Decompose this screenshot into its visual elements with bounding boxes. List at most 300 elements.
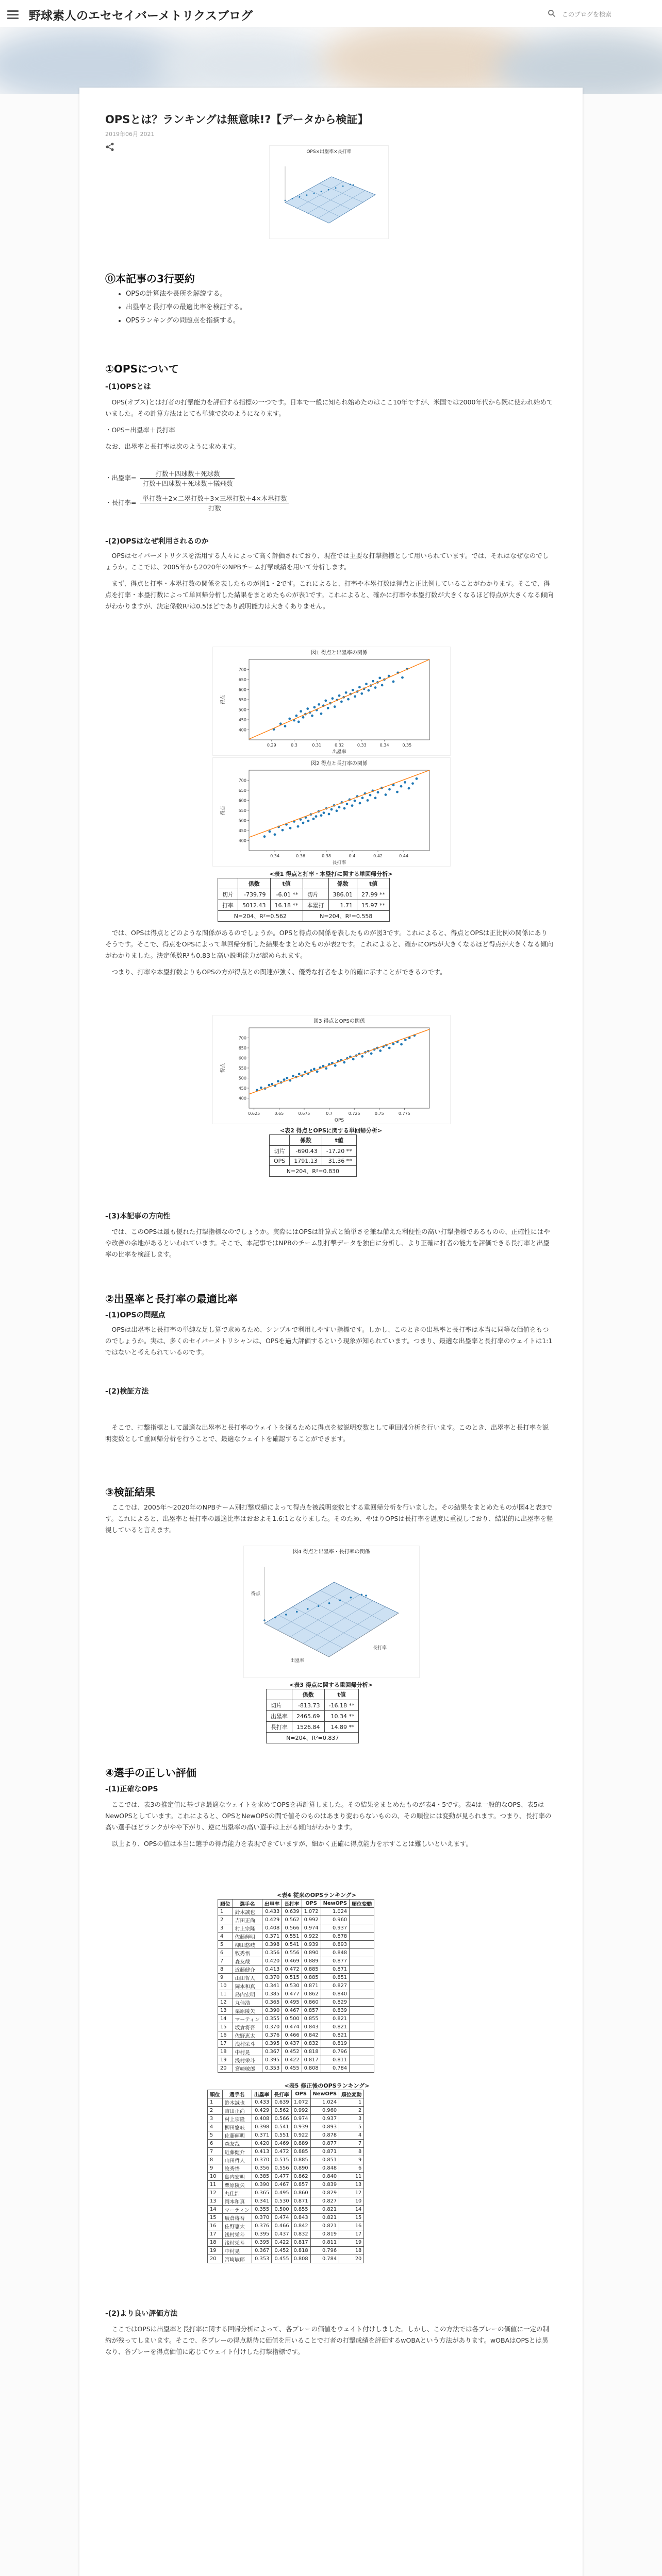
cell: 0.848 [310,2164,339,2173]
chart-title: 図3 得点とOPSの関係 [313,1019,365,1024]
menu-icon[interactable] [7,8,19,20]
data-point [306,707,309,710]
paragraph-text: つまり、打率や本塁打数よりもOPSの方が得点との関連が強く、優秀な打者をより的確に示すことができるのです。 [105,968,446,976]
cell: 0.893 [310,2123,339,2131]
cell: 栗原陵矢 [233,2007,262,2015]
cell: 0.474 [272,2214,291,2222]
cell: 0.541 [272,2123,291,2131]
table-row [270,1157,357,1166]
cell: 5012.43 [238,900,271,911]
header-cell: 係数 [238,878,271,889]
data-point [307,820,310,822]
cell: 9 [339,2156,364,2164]
table-row [208,2230,364,2239]
fig4-ylabel: 長打率 [373,1646,387,1651]
cell: 0.371 [262,1933,282,1941]
x-tick-label: 0.34 [379,743,389,748]
x-tick-label: 0.7 [326,1111,333,1116]
y-tick-label: 650 [238,1046,246,1050]
data-point [292,1075,294,1077]
cell: 0.827 [321,1982,349,1990]
cell: マーティン [233,2015,262,2023]
table-row [218,1982,374,1990]
stats-cell: N=204、R²=0.558 [303,911,390,922]
x-tick-label: 0.3 [291,743,297,748]
cell: 0.829 [321,1998,349,2007]
table-row [208,2222,364,2230]
data-point [400,785,403,788]
cell: 0.551 [272,2131,291,2140]
data-point [263,835,266,838]
cell: 1.072 [302,1908,321,1916]
table-header-row [208,2090,364,2098]
cell: 0.877 [321,1957,349,1965]
data-point [369,794,372,796]
cell: 0.395 [262,2040,282,2048]
cell: 14 [339,2206,364,2214]
data-point [345,691,347,694]
paragraph-text: 以上より、OPSの値は本当に選手の得点能力を表現できていますが、細かく正確に得点能力を示すことは難しいといえます。 [105,1840,472,1848]
cell: 中村晃 [233,2048,262,2056]
cell: 0.840 [310,2173,339,2181]
paragraph-text: では、このOPSは最も優れた打撃指標なのでしょうか。実際にはOPSは計算式と簡単さを兼ね備えた利便性の高い打撃指標であるものの、正確性にはやや改善の余地があるといわれています。そこで、本記事ではNPBのチーム別打撃データを独自に分析し、より正確に打者の能力を評価できる長打率と出塁率の比率を検証します。 [105,1228,550,1258]
cell: 0.784 [321,2064,349,2073]
data-point [297,721,300,723]
cell: 19 [218,2056,233,2064]
data-point [404,781,406,784]
y-tick-label: 700 [238,1036,246,1041]
cell: 0.455 [282,2064,302,2073]
data-point [292,198,293,199]
data-point [274,1617,276,1619]
data-point [358,686,361,688]
data-point [313,1068,316,1071]
data-point [295,715,297,717]
y-tick-label: 550 [238,1066,246,1071]
data-point [350,184,351,185]
cover-figure [269,145,389,239]
data-point [367,689,370,692]
cell: 0.562 [272,2107,291,2115]
table-header-row [218,1900,374,1908]
cell: 打率 [218,900,238,911]
data-point [297,825,300,828]
data-point [328,189,329,191]
cell: 7 [339,2140,364,2148]
cell: 切片 [270,1146,290,1157]
header-cell: 係数 [290,1135,322,1146]
fit-line [249,659,429,739]
cell: 0.367 [252,2247,271,2255]
cell: 5 [218,1941,233,1949]
cell: 0.784 [310,2255,339,2263]
cell: 0.796 [321,2048,349,2056]
cell: 0.515 [282,1974,302,1982]
x-axis-label: 長打率 [332,860,346,866]
cell: 0.839 [310,2181,339,2189]
data-point [313,706,316,708]
section-3-heading: ③検証結果 [105,1486,155,1498]
table-row [208,2098,364,2107]
cell: 近藤健介 [233,1965,262,1974]
cell: 坂倉将吾 [222,2214,252,2222]
cell: 0.356 [262,1949,282,1957]
figure-2 [212,757,451,867]
data-point [288,718,291,720]
cell: 3 [208,2115,223,2123]
table-row [218,2015,374,2023]
data-point [334,1064,337,1067]
cell: 0.562 [282,1916,302,1924]
data-point [315,815,318,818]
s1-paragraph-d [105,1226,554,1260]
cell: 1.072 [291,2098,310,2107]
cell: 9 [218,1974,233,1982]
x-axis-label: 出塁率 [332,750,346,755]
cell: 13 [339,2181,364,2189]
cell: 近藤健介 [222,2148,252,2156]
cell: 31.36 ** [322,1157,356,1166]
table-row [208,2115,364,2123]
cell: 0.843 [291,2214,310,2222]
obp-formula [105,469,235,488]
cell: 20 [208,2255,223,2263]
cell: 6 [208,2140,223,2148]
cell [350,2048,374,2056]
data-point [365,1595,367,1597]
cell: 0.871 [302,1982,321,1990]
cell [350,1957,374,1965]
data-point [304,1071,306,1073]
figure-4 [243,1546,420,1678]
table-stats-row [270,1166,357,1177]
y-tick-label: 400 [238,1096,246,1101]
header-cell [267,1689,292,1700]
search-input[interactable]: このブログを検索 [562,11,612,18]
cell: 0.385 [252,2173,271,2181]
data-point [347,698,350,701]
cell: 0.821 [310,2206,339,2214]
cell: 0.819 [310,2230,339,2239]
cell: 0.408 [252,2115,271,2123]
cell: 0.469 [282,1957,302,1965]
cell: 6 [218,1949,233,1957]
header-cell: 選手名 [233,1900,262,1908]
cell [350,1998,374,2007]
y-axis-label: 得点 [221,694,226,705]
x-tick-label: 0.32 [335,743,344,748]
data-point [325,1067,327,1070]
cell: 0.355 [262,2015,282,2023]
data-point [338,694,341,697]
header-cell [270,1135,290,1146]
data-point [388,788,391,791]
cell: 0.370 [262,2023,282,2031]
table-stats-row [218,911,390,922]
cell: 0.819 [321,2040,349,2048]
cell: 0.842 [302,2031,321,2040]
cell [350,1990,374,1998]
cell: 0.992 [302,1916,321,1924]
cell: 0.437 [282,2040,302,2048]
cell [350,2007,374,2015]
cell: 佐藤輝明 [222,2131,252,2140]
cell: 丸佳浩 [233,1998,262,2007]
cell [350,1941,374,1949]
data-point [302,716,305,719]
header-cell: 係数 [328,878,357,889]
cell: 0.376 [262,2031,282,2040]
cell: 0.960 [310,2107,339,2115]
section-2-heading: ②出塁率と長打率の最適比率 [105,1293,238,1305]
cell: 浅村栄斗 [233,2040,262,2048]
header-cell: NewOPS [310,2090,339,2098]
cell: 島内宏明 [222,2173,252,2181]
cell: 20 [339,2255,364,2263]
data-point [374,796,377,799]
table-5 [207,2090,364,2263]
cell: 0.842 [291,2222,310,2230]
cell: 岡本和真 [233,1982,262,1990]
cell: 宮崎敏郎 [233,2064,262,2073]
cell: 島内宏明 [233,1990,262,1998]
fraction [140,494,289,513]
cell: 0.353 [262,2064,282,2073]
cell: 0.890 [302,1949,321,1957]
cell: 0.889 [302,1957,321,1965]
cell: 0.433 [252,2098,271,2107]
cell: 0.355 [252,2206,271,2214]
y-tick-label: 650 [238,788,246,793]
cell: 1 [218,1908,233,1916]
data-point [361,1055,363,1058]
cell: 丸佳浩 [222,2189,252,2197]
data-point [274,833,276,836]
cell: 0.808 [291,2255,310,2263]
stats-cell: N=204、R²=0.562 [218,911,303,922]
cell: 0.811 [321,2056,349,2064]
search-icon[interactable] [548,9,556,18]
y-tick-label: 600 [238,687,246,692]
table-row [218,2023,374,2031]
x-tick-label: 0.34 [270,854,279,858]
fig4-zlabel: 得点 [251,1591,261,1597]
cell: 9 [208,2164,223,2173]
cell: 0.871 [321,1965,349,1974]
cell: 0.937 [321,1924,349,1933]
cover-title: OPS×出塁率×長打率 [306,149,352,155]
fit-line [249,1029,429,1094]
figure-4-title: 図4 得点と出塁率・長打率の関係 [293,1549,370,1555]
data-point [416,777,418,780]
cell: 浅村栄斗 [222,2230,252,2239]
s2-paragraph-a [105,1324,554,1358]
header-cell: NewOPS [321,1900,349,1908]
header-cell: t値 [270,878,303,889]
cell [350,2023,374,2031]
paragraph-text: ここでは、2005年～2020年のNPBチーム別打撃成績によって得点を被説明変数とする重回帰分析を行いました。その結果をまとめたものが図4と表3です。これによると、出塁率と長打率の最適比率はおおよそ1.6:1となりました。そのため、やはりOPSは長打率を過度に重視しており、結果的に出塁率を軽視していると言えます。 [105,1503,553,1534]
cell: 0.469 [272,2140,291,2148]
paragraph-text: OPSは出塁率と長打率の単純な足し算で求めるため、シンプルで利用しやすい指標です。しかし、このときの出塁率と長打率は本当に同等な価値をもつのでしょうか。実は、多くのセイバーメトリシャンは、OPSを過大評価するという現象が知られています。つまり、最適な出塁率と長打率のウェイトは1:1ではないと考えられているのです。 [105,1326,553,1356]
x-tick-label: 0.29 [267,743,276,748]
cell [350,2064,374,2073]
header-cell: t値 [324,1689,359,1700]
table-row [208,2214,364,2222]
table-row [218,1908,374,1916]
cell: 浅村栄斗 [233,2056,262,2064]
y-axis-label: 得点 [221,1063,226,1073]
table-header-row [270,1135,357,1146]
data-point [300,710,302,713]
cell: 10 [339,2197,364,2206]
cell: 11 [339,2173,364,2181]
figure-1-chart [213,647,450,755]
cell: 0.390 [252,2181,271,2189]
data-point [286,1077,288,1079]
data-point [361,1594,363,1596]
cell: 0.385 [262,1990,282,1998]
share-icon[interactable] [105,142,114,151]
cell: マーティン [222,2206,252,2214]
cell: 0.474 [282,2023,302,2031]
cell: 0.885 [291,2156,310,2164]
header-cell: t値 [322,1135,356,1146]
cell: 森友哉 [233,1957,262,1965]
summary-item: • 出塁率と長打率の最適比率を検証する。 [126,301,246,314]
cell: 0.851 [321,1974,349,1982]
cell: 0.500 [282,2015,302,2023]
cell: 0.398 [252,2123,271,2131]
data-point [324,700,327,702]
cell: 0.472 [272,2148,291,2156]
header-cell: 長打率 [282,1900,302,1908]
cell: 坂倉将吾 [233,2023,262,2031]
cell: 6 [339,2164,364,2173]
cell: 0.429 [252,2107,271,2115]
cell: 0.370 [252,2156,271,2164]
cell: 17 [208,2230,223,2239]
cell: 0.885 [291,2148,310,2156]
table-row [218,889,390,900]
y-tick-label: 550 [238,698,246,702]
cell: 0.885 [302,1974,321,1982]
data-point [401,676,404,679]
site-title[interactable]: 野球素人のエセセイバーメトリクスブログ [29,9,253,23]
cell: 16 [339,2222,364,2230]
s1-paragraph-b [105,550,554,612]
table-2 [269,1134,357,1177]
cell: 0.371 [252,2131,271,2140]
cell: 0.452 [272,2247,291,2255]
table-row [270,1146,357,1157]
cell: 牧秀悟 [222,2164,252,2173]
numerator: 打数＋四球数＋死球数 [140,469,235,479]
cell: 0.477 [282,1990,302,1998]
table-4-caption: <表4 従来のOPSランキング> [277,1892,356,1899]
cell: 4 [339,2131,364,2140]
paragraph-text: ここではOPSは出塁率と長打率に関する回帰分析によって、各プレーの価値をウェイト付けしました。しかし、この方法では各プレーの価値に一定の制約が残ってしまいます。そこで、各プレーの得点期待に価値を用いることで打者の打撃成績を評価するwOBAという方法があります。wOBAはOPSとは異なり、各プレーを得点価値に応じてウェイト付けした打撃指標です。 [105,2325,550,2355]
s4-paragraph-a [105,1799,554,1850]
table-row [218,2040,374,2048]
cell: 1.71 [328,900,357,911]
cell: 長打率 [267,1722,292,1733]
cell: 12 [208,2189,223,2197]
cell: 0.811 [310,2239,339,2247]
cell: 佐野恵太 [222,2222,252,2230]
y-tick-label: 700 [238,667,246,672]
cell: 0.495 [282,1998,302,2007]
cell: 0.817 [302,2056,321,2064]
data-point [268,1084,270,1087]
cell: 20 [218,2064,233,2073]
search-box[interactable] [548,9,651,20]
data-point [343,807,346,810]
cell: 0.467 [282,2007,302,2015]
header-cell: OPS [291,2090,310,2098]
data-point [340,701,343,703]
cell: 0.893 [321,1941,349,1949]
cell: 11 [208,2181,223,2189]
cell: 0.974 [291,2115,310,2123]
x-tick-label: 0.65 [274,1111,284,1116]
cell: 0.992 [291,2107,310,2115]
table-row [218,1965,374,1974]
plot-frame [249,770,429,851]
table-1 [218,878,390,922]
data-point [374,686,377,689]
cell: 0.829 [310,2189,339,2197]
x-tick-label: 0.75 [374,1111,384,1116]
cell: 0.843 [302,2023,321,2031]
cell: 0.808 [302,2064,321,2073]
cell: -690.43 [290,1146,322,1157]
data-point [351,804,354,807]
data-point [271,1083,273,1086]
data-point [392,681,395,683]
cell: 0.370 [262,1974,282,1982]
cell: 19 [339,2239,364,2247]
data-point [367,799,369,802]
table-row [208,2189,364,2197]
data-point [313,193,315,194]
cell: 0.429 [262,1916,282,1924]
cell: 0.495 [272,2189,291,2197]
cell [350,1949,374,1957]
table-row [218,1941,374,1949]
s1-subheading-a: -(1)OPSとは [105,383,151,391]
table-row [218,1990,374,1998]
figure-1 [212,647,451,756]
cell: 0.530 [272,2197,291,2206]
figure-2-chart [213,758,450,866]
cell: 15.97 ** [357,900,390,911]
header-cell: OPS [302,1900,321,1908]
cell: 0.818 [302,2048,321,2056]
s1-subheading-c: -(3)本記事の方向性 [105,1212,171,1221]
data-point [283,1078,286,1081]
cell: 0.817 [291,2239,310,2247]
cell: 10 [208,2173,223,2181]
table-header-row [267,1689,359,1700]
cell: 0.857 [302,2007,321,2015]
x-tick-label: 0.36 [296,854,305,858]
cell: 0.413 [252,2148,271,2156]
cell: 0.885 [302,1965,321,1974]
cell: 15 [218,2023,233,2031]
s2-paragraph-b [105,1422,554,1445]
data-point [269,831,271,833]
s3-paragraph-a [105,1502,554,1536]
